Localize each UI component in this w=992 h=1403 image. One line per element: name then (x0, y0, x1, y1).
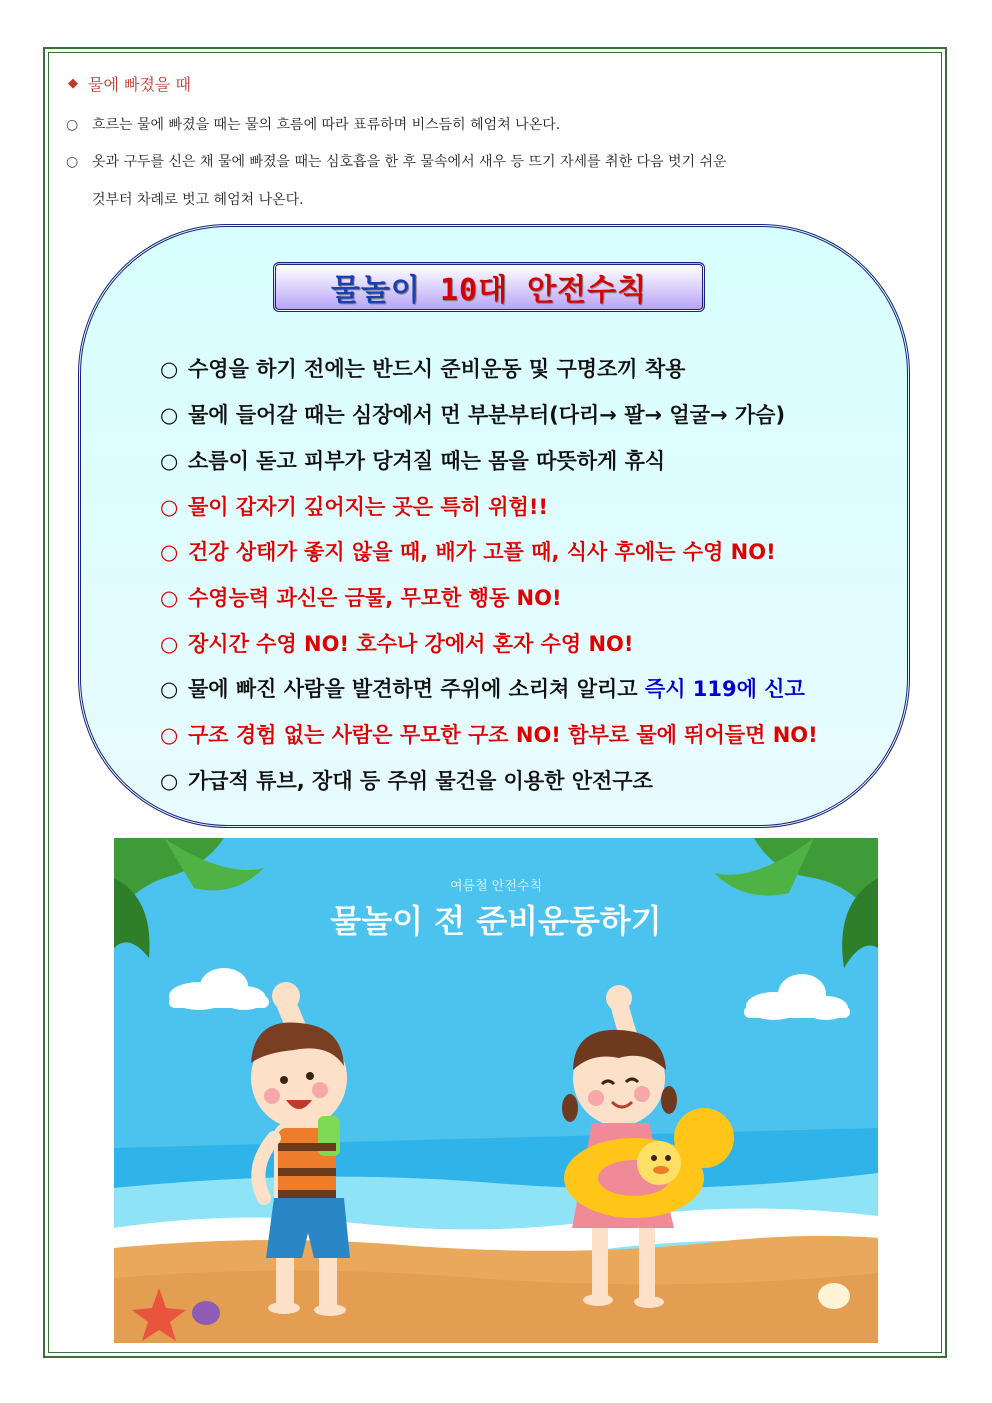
rule-text: 건강 상태가 좋지 않을 때, 배가 고플 때, 식사 후에는 수영 NO! (188, 540, 776, 564)
rule-item (160, 719, 818, 749)
title-part-2: 10대 (439, 273, 509, 308)
paragraph-continuation: 것부터 차례로 벗고 헤엄쳐 나온다. (92, 192, 304, 208)
beach-scene (114, 838, 878, 1343)
rule-item (160, 491, 548, 521)
rule-marker: ○ (160, 769, 179, 793)
rule-text: 장시간 수영 NO! 호수나 강에서 혼자 수영 NO! (188, 632, 634, 656)
shell-icon (192, 1301, 220, 1325)
rule-marker: ○ (160, 586, 179, 610)
rule-text: 물에 들어갈 때는 심장에서 먼 부분부터(다리→ 팔→ 얼굴→ 가슴) (188, 403, 786, 427)
rule-text: 물에 빠진 사람을 발견하면 주위에 소리쳐 알리고 (188, 677, 645, 701)
paragraph-text: 옷과 구두를 신은 채 물에 빠졌을 때는 심호흡을 한 후 물속에서 새우 등 뜨기 자세를 취한 다음 벗기 쉬운 (92, 154, 727, 170)
rule-item (160, 673, 805, 703)
rule-marker: ○ (160, 449, 179, 473)
paragraph-text: 흐르는 물에 빠졌을 때는 물의 흐름에 따라 표류하며 비스듬히 헤엄쳐 나온다. (92, 117, 561, 133)
rule-marker: ○ (160, 403, 179, 427)
rule-item (160, 765, 653, 795)
section-heading (68, 72, 191, 95)
circle-bullet: ○ (66, 117, 79, 133)
rule-text: 구조 경험 없는 사람은 무모한 구조 NO! 함부로 물에 뛰어들면 NO! (188, 723, 818, 747)
rule-text: 소름이 돋고 피부가 당겨질 때는 몸을 따뜻하게 휴식 (188, 449, 666, 473)
diamond-bullet-icon: ◆ (68, 76, 78, 91)
rule-item (160, 536, 776, 566)
shell-icon (818, 1283, 850, 1309)
rule-highlight: 즉시 119에 신고 (644, 677, 805, 701)
rule-marker: ○ (160, 723, 179, 747)
rule-text: 수영을 하기 전에는 반드시 준비운동 및 구명조끼 착용 (188, 357, 686, 381)
title-part-1: 물놀이 (330, 273, 421, 308)
paragraph-clothed (66, 143, 922, 219)
rule-item (160, 445, 665, 475)
rule-item (160, 628, 633, 658)
safety-rules-title (273, 262, 705, 312)
rule-text: 가급적 튜브, 장대 등 주위 물건을 이용한 안전구조 (188, 769, 653, 793)
rule-marker: ○ (160, 677, 179, 701)
rule-text: 물이 갑자기 깊어지는 곳은 특히 위험!! (188, 495, 548, 519)
rule-item (160, 353, 685, 383)
section-heading-text: 물에 빠졌을 때 (88, 75, 191, 94)
rule-marker: ○ (160, 495, 179, 519)
beach-warmup-illustration (114, 838, 878, 1343)
illustration-title: 물놀이 전 준비운동하기 (330, 902, 662, 940)
rule-text: 수영능력 과신은 금물, 무모한 행동 NO! (188, 586, 562, 610)
title-part-3: 안전수칙 (527, 273, 648, 308)
rule-marker: ○ (160, 632, 179, 656)
illustration-subtitle: 여름철 안전수칙 (449, 879, 543, 894)
paragraph-drift (66, 106, 922, 144)
circle-bullet: ○ (66, 154, 79, 170)
rule-item (160, 582, 562, 612)
rule-marker: ○ (160, 540, 179, 564)
rule-marker: ○ (160, 357, 179, 381)
rule-item (160, 399, 785, 429)
